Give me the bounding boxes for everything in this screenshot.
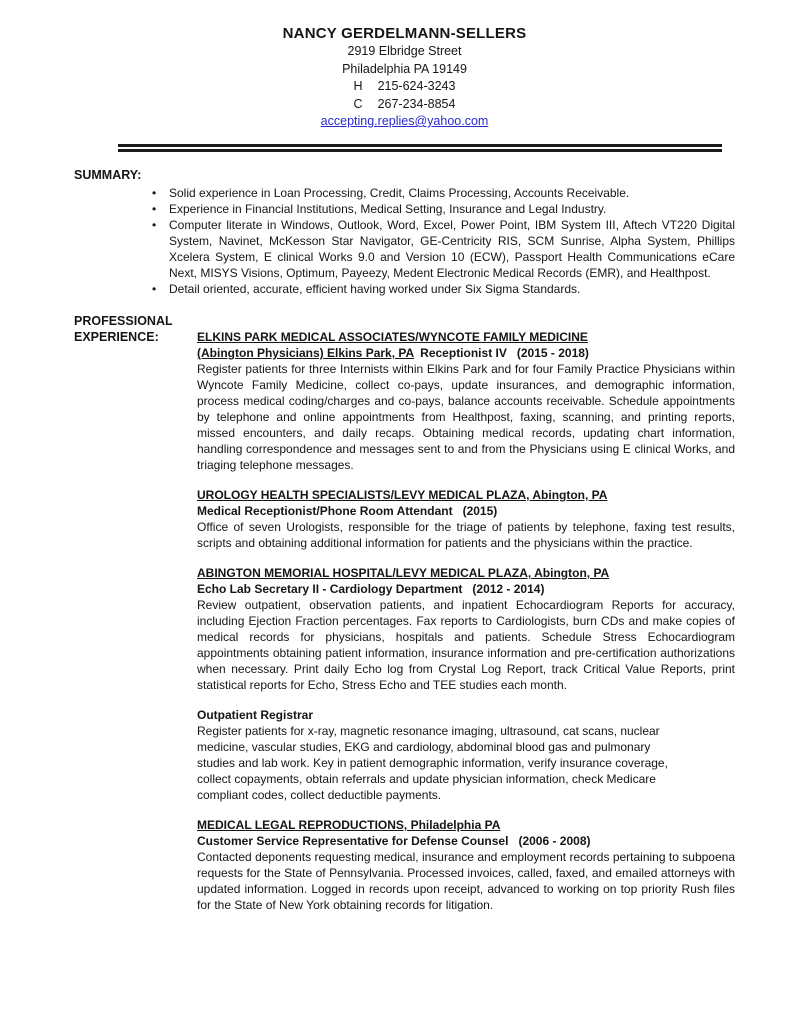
header-divider-rule — [118, 144, 722, 153]
phone-home-number: 215-624-3243 — [377, 79, 456, 93]
summary-bullet: • Experience in Financial Institutions, Medical Setting, Insurance and Legal Industry. — [146, 201, 735, 217]
job-description: Contacted deponents requesting medical, insurance and employment records pertaining to subpoena requests for the State of Pennsylvania. Processed invoices, called, faxed, and emailed attorneys with updated information. Logged in records upon receipt, advanced to working on top priority Rush files for the State of New York obtaining records for litigation. — [197, 850, 735, 912]
company-name: MEDICAL LEGAL REPRODUCTIONS, Philadelphia PA — [197, 818, 501, 832]
job-dates: (2015 - 2018) — [516, 346, 589, 360]
phone-cell-label: C — [353, 96, 363, 111]
phone-cell-number: 267-234-8854 — [377, 96, 456, 111]
experience-section — [74, 313, 735, 913]
job-dates: (2012 - 2014) — [472, 582, 545, 596]
entry-role-line — [197, 833, 735, 849]
job-title: Outpatient Registrar — [197, 708, 314, 722]
experience-entry-elkins-park — [197, 329, 735, 473]
experience-entry-abington-memorial — [197, 565, 735, 693]
summary-section — [74, 167, 735, 297]
address-line-2: Philadelphia PA 19149 — [342, 61, 467, 76]
company-location: (Abington Physicians) Elkins Park, PA — [197, 346, 415, 360]
summary-heading: SUMMARY: — [74, 168, 142, 182]
entry-role-line — [197, 345, 735, 361]
experience-entry-medical-legal — [197, 817, 735, 913]
job-dates: (2015) — [462, 504, 498, 518]
experience-entries — [197, 329, 735, 913]
experience-entry-outpatient-registrar — [197, 707, 735, 803]
entry-company-line — [197, 565, 735, 581]
job-description: Review outpatient, observation patients, and inpatient Echocardiogram Reports for accuracy, including Ejection Fraction percentages. Fax reports to Cardiologists, burn CDs and make copies of medical records for physicians, hospitals and patients. Schedule Stress Echocardiogram appointments obtaining patient information, insurance information and pre-certification authorizations when necessary. Print daily Echo log from Crystal Log Report, track Critical Value Reports, print statistical reports for Echo, Stress Echo and TEE studies each month. — [197, 598, 735, 692]
entry-company-line — [197, 487, 735, 503]
job-description: Register patients for three Internists within Elkins Park and for four Family Practice Physicians within Wyncote Family Medicine, collect co-pays, update insurances, and demographic information, process medical coding/charges and co-pays, balance accounts receivable. Schedule appointments by telephone and online appointments from Healthpost, faxing, scanning, and printing reports, missed encounters, and daily recaps. Obtaining medical records, updating chart information, handling correspondence and messages sent to and from the Physicians using E clinical Works, and triaging telephone messages. — [197, 362, 735, 472]
person-name: NANCY GERDELMANN-SELLERS — [282, 25, 527, 42]
job-description: Register patients for x-ray, magnetic resonance imaging, ultrasound, cat scans, nuclear medicine, vascular studies, EKG and cardiology, abdominal blood gas and pulmonary studies and lab work. Key in patient demographic information, verify insurance coverage, collect copayments, obtain referrals and update physician information, check Medicare compliant codes, collect deductible payments. — [197, 724, 668, 802]
company-name: UROLOGY HEALTH SPECIALISTS/LEVY MEDICAL PLAZA, Abington, PA — [197, 488, 608, 502]
summary-bullet: • Computer literate in Windows, Outlook, Word, Excel, Power Point, IBM System III, Aftech VT220 Digital System, Navinet, McKesson Star Navigator, GE-Centricity RIS, SCM Sunrise, Alpha System, Phillips Xcelera System, E clinical Works 9.0 and Version 10 (ECW), Passport Health Communications eCare Next, MISYS Visions, Optimum, Payeezy, Medent Electronic Medical Records (EMR), and Healthpost. — [146, 217, 735, 281]
address-line-1: 2919 Elbridge Street — [347, 44, 462, 58]
phone-cell — [74, 96, 735, 114]
experience-heading-line2: EXPERIENCE: — [74, 330, 159, 344]
job-title: Echo Lab Secretary II - Cardiology Department — [197, 582, 463, 596]
summary-bullet: • Solid experience in Loan Processing, Credit, Claims Processing, Accounts Receivable. — [146, 185, 735, 201]
phone-home — [74, 78, 735, 96]
job-description: Office of seven Urologists, responsible for the triage of patients by telephone, faxing test results, scripts and obtaining additional information for patients and the physicians within the practice. — [197, 520, 735, 550]
company-name: ABINGTON MEMORIAL HOSPITAL/LEVY MEDICAL PLAZA, Abington, PA — [197, 566, 610, 580]
email-link[interactable]: accepting.replies@yahoo.com — [320, 114, 489, 128]
entry-company-line — [197, 817, 735, 833]
phone-home-label: H — [353, 79, 363, 93]
experience-heading — [74, 313, 197, 345]
job-title: Receptionist IV — [420, 346, 507, 360]
company-name: ELKINS PARK MEDICAL ASSOCIATES/WYNCOTE FAMILY MEDICINE — [197, 330, 588, 344]
experience-heading-line1: PROFESSIONAL — [74, 314, 173, 328]
job-dates: (2006 - 2008) — [518, 834, 591, 848]
experience-entry-urology-health — [197, 487, 735, 551]
job-title: Medical Receptionist/Phone Room Attendant — [197, 504, 453, 518]
summary-bullet: • Detail oriented, accurate, efficient having worked under Six Sigma Standards. — [146, 281, 735, 297]
summary-bullet-list — [146, 185, 735, 297]
job-title: Customer Service Representative for Defense Counsel — [197, 834, 509, 848]
entry-role-line — [197, 503, 735, 519]
entry-role-line — [197, 581, 735, 597]
entry-company-line — [197, 329, 735, 345]
resume-header — [74, 24, 735, 131]
entry-role-line — [197, 707, 735, 723]
